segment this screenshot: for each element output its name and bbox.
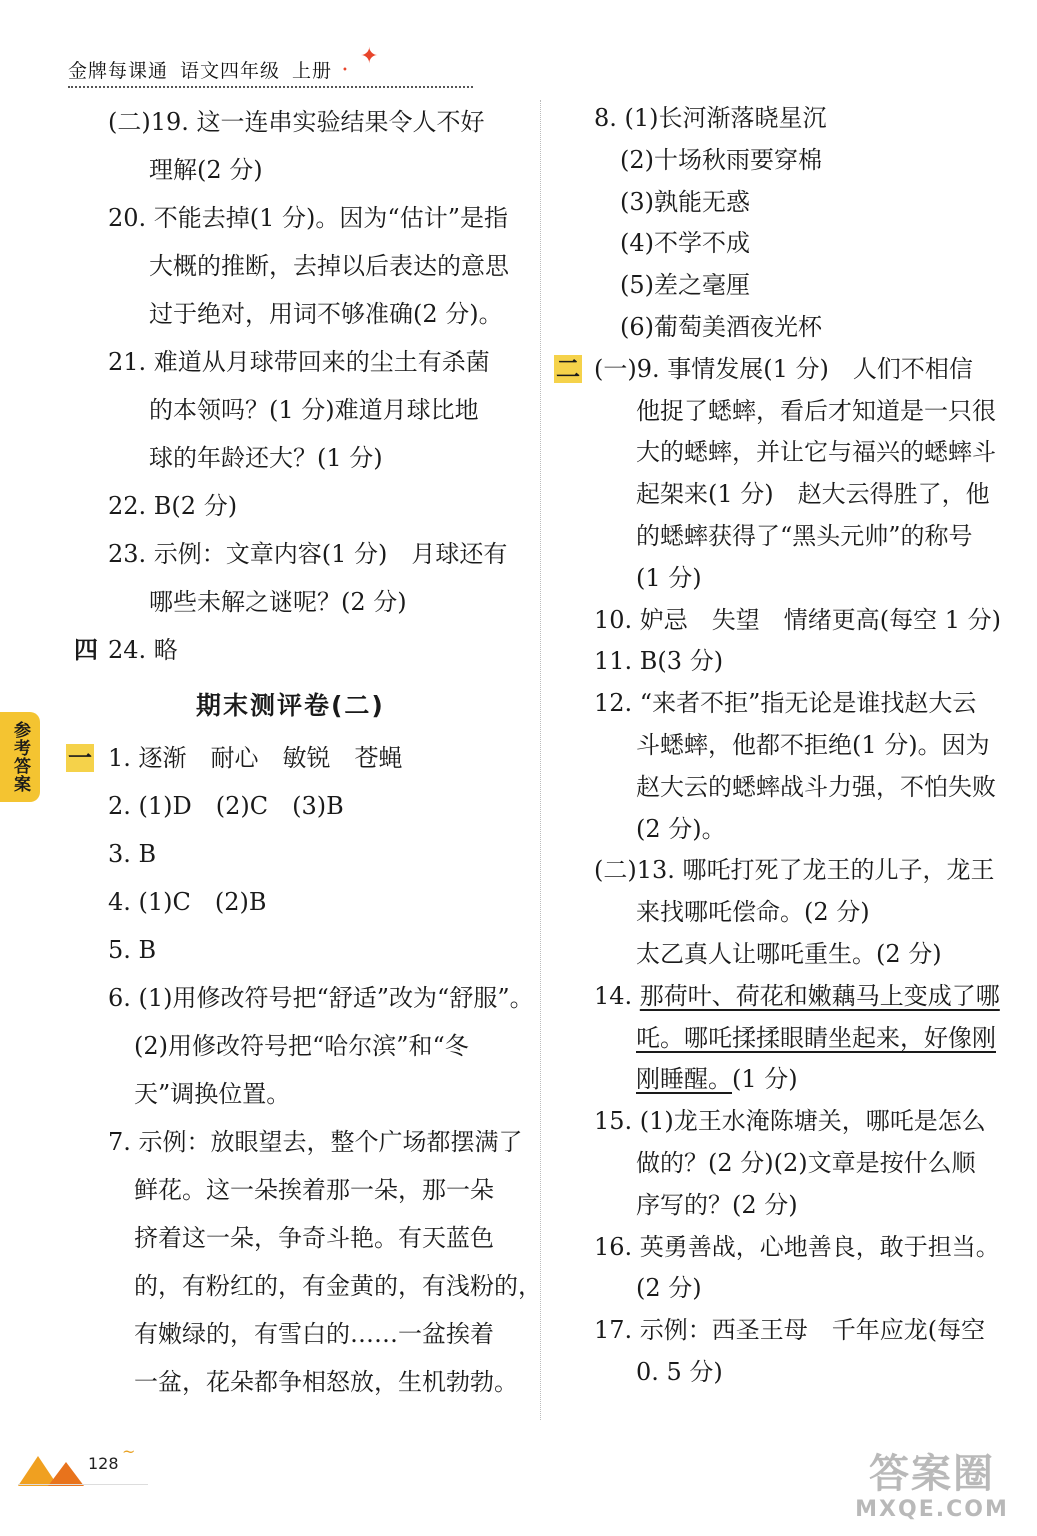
answer-line: (6)葡萄美酒夜光杯 xyxy=(620,312,822,341)
answer-line: (3)孰能无惑 xyxy=(620,187,750,216)
answer-line: 11. B(3 分) xyxy=(594,647,724,676)
page-number: 128 xyxy=(88,1454,119,1473)
answer-line: 4. (1)C (2)B xyxy=(108,888,267,916)
watermark-top: 答案圈 xyxy=(869,1451,995,1497)
answer-line: 的，有粉红的，有金黄的，有浅粉的， xyxy=(134,1272,542,1300)
volume-label: 上册 xyxy=(292,60,333,82)
score-text: (1 分) xyxy=(732,1065,798,1094)
watermark-bottom: MXQE.COM xyxy=(855,1497,1009,1522)
answer-line xyxy=(594,1059,1022,1101)
answer-line: 22. B(2 分) xyxy=(108,492,238,520)
section-marker-text: 二 xyxy=(556,354,580,383)
answer-line: 有嫩绿的，有雪白的……一盆挨着 xyxy=(134,1320,494,1348)
answer-line: 球的年龄还大？(1 分) xyxy=(149,444,383,472)
answer-line: 一盆，花朵都争相怒放，生机勃勃。 xyxy=(134,1368,518,1396)
answer-line: 挤着这一朵，争奇斗艳。有天蓝色 xyxy=(134,1224,494,1252)
section-four-line xyxy=(74,626,536,674)
answer-line: 太乙真人让哪吒重生。(2 分) xyxy=(636,939,942,968)
answer-line: 的蟋蟀获得了“黑头元帅”的称号 xyxy=(636,521,973,550)
answer-line: 鲜花。这一朵挨着那一朵，那一朵 xyxy=(134,1176,494,1204)
answer-number: 14. xyxy=(594,981,640,1010)
star-icon: ✦ • xyxy=(360,44,386,70)
answer-line: 21. 难道从月球带回来的尘土有杀菌 xyxy=(108,348,490,376)
section-marker xyxy=(66,734,94,782)
answer-line: 20. 不能去掉(1 分)。因为“估计”是指 xyxy=(108,204,508,232)
answer-line: 的本领吗？(1 分)难道月球比地 xyxy=(149,396,479,424)
answer-line: (2)用修改符号把“哈尔滨”和“冬 xyxy=(134,1032,469,1060)
answer-line: (2 分)。 xyxy=(636,814,726,843)
subject-label: 语文四年级 xyxy=(180,60,281,82)
footer-divider xyxy=(18,1484,148,1485)
side-tab: 参考答案 xyxy=(0,712,40,802)
mountain-icon xyxy=(48,1462,84,1486)
answer-text: (一)9. 事情发展(1 分) 人们不相信 xyxy=(594,354,973,383)
section-marker xyxy=(554,349,582,391)
swoosh-icon: ~ xyxy=(122,1442,136,1461)
left-column xyxy=(74,98,536,674)
answer-text: 24. 略 xyxy=(108,636,178,664)
column-divider xyxy=(540,100,541,1420)
answer-line: 16. 英勇善战，心地善良，敢于担当。 xyxy=(594,1232,1000,1261)
answer-line: 哪些未解之谜呢？(2 分) xyxy=(149,588,407,616)
test-title: 期末测评卷(二) xyxy=(196,691,385,720)
answer-line: (1 分) xyxy=(636,563,702,592)
answer-line: 大概的推断，去掉以后表达的意思 xyxy=(149,252,509,280)
header-divider xyxy=(68,86,473,88)
answer-line: 23. 示例：文章内容(1 分) 月球还有 xyxy=(108,540,508,568)
answer-line: 斗蟋蟀，他都不拒绝(1 分)。因为 xyxy=(636,730,990,759)
underlined-text: 刚睡醒。 xyxy=(636,1065,732,1094)
answer-line: (二)13. 哪吒打死了龙王的儿子，龙王 xyxy=(594,856,995,885)
answer-line: 理解(2 分) xyxy=(149,156,263,184)
answer-line: 大的蟋蟀，并让它与福兴的蟋蟀斗 xyxy=(636,438,996,467)
answer-line: 天”调换位置。 xyxy=(134,1080,291,1108)
answer-line: 序写的？(2 分) xyxy=(636,1190,798,1219)
answer-line: (二)19. 这一连串实验结果令人不好 xyxy=(108,108,485,136)
underlined-text: 吒。哪吒揉揉眼睛坐起来，好像刚 xyxy=(636,1023,996,1052)
answer-text: 1. 逐渐 耐心 敏锐 苍蝇 xyxy=(108,744,403,772)
section-marker-text: 一 xyxy=(68,744,92,772)
answer-line: 7. 示例：放眼望去，整个广场都摆满了 xyxy=(108,1128,523,1156)
section-marker: 四 xyxy=(74,636,98,664)
answer-line: 17. 示例：西圣王母 千年应龙(每空 xyxy=(594,1316,986,1345)
answer-line: 做的？(2 分)(2)文章是按什么顺 xyxy=(636,1148,976,1177)
brand-name: 金牌每课通 xyxy=(68,60,169,82)
answer-line: 起架来(1 分) 赵大云得胜了，他 xyxy=(636,480,990,509)
answer-line: 6. (1)用修改符号把“舒适”改为“舒服”。 xyxy=(108,984,534,1012)
answer-line: (4)不学不成 xyxy=(620,229,750,258)
answer-line: 2. (1)D (2)C (3)B xyxy=(108,792,344,820)
answer-line: (2)十场秋雨要穿棉 xyxy=(620,145,822,174)
answer-line: 3. B xyxy=(108,840,157,868)
answer-line: 他捉了蟋蟀，看后才知道是一只很 xyxy=(636,396,996,425)
page-header xyxy=(68,56,332,83)
answer-line: 12. “来者不拒”指无论是谁找赵大云 xyxy=(594,689,977,718)
answer-line-14 xyxy=(594,976,1022,1018)
answer-line: (5)差之毫厘 xyxy=(620,271,750,300)
answer-line: 0. 5 分) xyxy=(636,1357,723,1386)
section-two-line xyxy=(556,349,1022,391)
answer-line: 来找哪吒偿命。(2 分) xyxy=(636,898,870,927)
answer-line: 过于绝对，用词不够准确(2 分)。 xyxy=(149,300,503,328)
answer-line: 10. 妒忌 失望 情绪更高(每空 1 分) xyxy=(594,605,1002,634)
section-one-line xyxy=(68,734,536,782)
answer-line: 5. B xyxy=(108,936,157,964)
answer-line: 赵大云的蟋蟀战斗力强，不怕失败 xyxy=(636,772,996,801)
dot-icon: • xyxy=(342,65,348,76)
right-column xyxy=(556,98,1022,1394)
page-footer xyxy=(18,1440,158,1490)
answer-line xyxy=(594,1018,1022,1060)
left-column-lower xyxy=(68,734,542,1406)
underlined-text: 那荷叶、荷花和嫩藕马上变成了哪 xyxy=(639,981,1000,1010)
answer-line: (2 分) xyxy=(636,1274,702,1303)
watermark-logo xyxy=(832,1452,1032,1532)
answer-line: 8. (1)长河渐落晓星沉 xyxy=(594,104,827,132)
answer-line: 15. (1)龙王水淹陈塘关，哪吒是怎么 xyxy=(594,1107,986,1136)
